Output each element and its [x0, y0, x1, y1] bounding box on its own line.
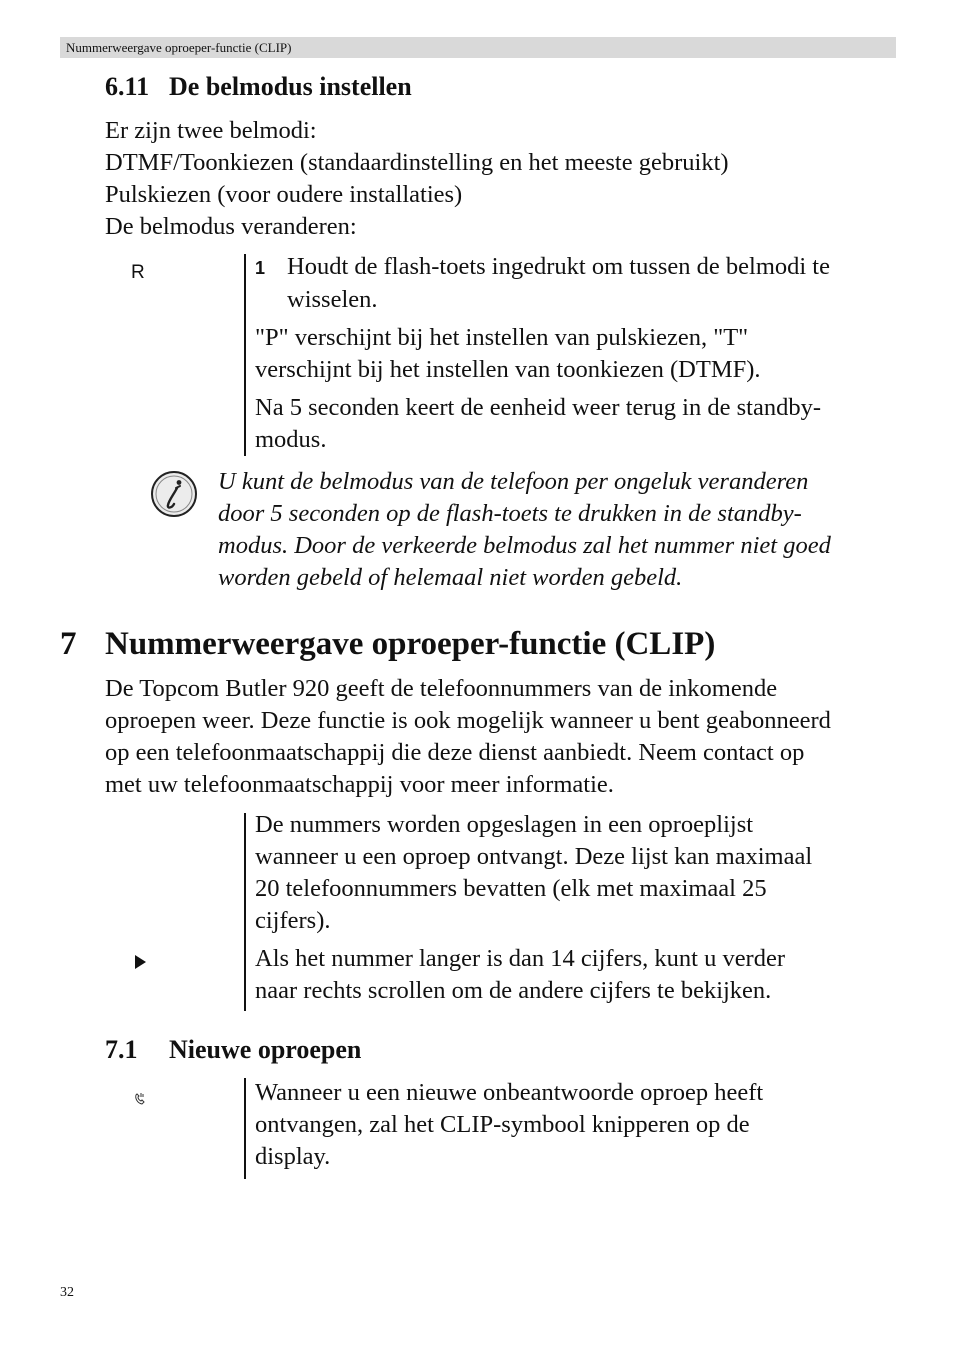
info-line: verschijnt bij het instellen van toonkiezen (DTMF). [255, 356, 761, 383]
note-line: modus. Door de verkeerde belmodus zal het nummer niet goed [218, 532, 831, 559]
detail-line: Wanneer u een nieuwe onbeantwoorde oproep heeft [255, 1079, 764, 1106]
note-line: U kunt de belmodus van de telefoon per ongeluk veranderen [218, 468, 809, 495]
intro-line: op een telefoonmaatschappij die deze dienst aanbiedt. Neem contact op [105, 739, 805, 766]
info-note-icon [150, 470, 198, 518]
clip-handset-icon [132, 1091, 148, 1107]
detail-line: cijfers). [255, 907, 331, 934]
intro-line: met uw telefoonmaatschappij voor meer informatie. [105, 771, 614, 798]
detail-line: De nummers worden opgeslagen in een oproeplijst [255, 811, 754, 838]
margin-rule [244, 1078, 246, 1179]
margin-rule [244, 813, 246, 1011]
section-71-title: Nieuwe oproepen [169, 1035, 362, 1064]
detail-line: Als het nummer langer is dan 14 cijfers, kunt u verder [255, 945, 786, 972]
intro-line: Pulskiezen (voor oudere installaties) [105, 181, 463, 208]
chapter-7-number: 7 [60, 626, 77, 662]
detail-line: ontvangen, zal het CLIP-symbool knipperen op de [255, 1111, 750, 1138]
section-611-steps [255, 251, 895, 456]
detail-line: display. [255, 1143, 331, 1170]
step-1 [255, 251, 895, 284]
section-71-heading [105, 1035, 361, 1065]
intro-line: De belmodus veranderen: [105, 213, 357, 240]
chapter-7-details [255, 809, 895, 1007]
detail-line: wanneer u een oproep ontvangt. Deze lijst kan maximaal [255, 843, 813, 870]
section-71-text [255, 1077, 895, 1173]
intro-line: Er zijn twee belmodi: [105, 117, 317, 144]
section-611-intro [105, 115, 895, 243]
step-text: wisselen. [287, 286, 378, 313]
note-line: door 5 seconden op de flash-toets te drukken in de standby- [218, 500, 802, 527]
note-text [218, 466, 908, 594]
r-key-label: R [131, 262, 145, 283]
intro-line: DTMF/Toonkiezen (standaardinstelling en het meeste gebruikt) [105, 149, 729, 176]
chapter-7-intro [105, 673, 895, 801]
detail-line: 20 telefoonnummers bevatten (elk met maximaal 25 [255, 875, 767, 902]
right-arrow-icon [133, 954, 147, 970]
chapter-7-title: Nummerweergave oproeper-functie (CLIP) [105, 626, 716, 662]
step-text: Houdt de flash-toets ingedrukt om tussen de belmodi te [287, 253, 830, 280]
intro-line: oproepen weer. Deze functie is ook mogelijk wanneer u bent geabonneerd [105, 707, 831, 734]
step-number: 1 [255, 258, 266, 278]
chapter-7-heading [60, 625, 715, 663]
margin-rule [244, 254, 246, 456]
page-number: 32 [60, 1285, 74, 1300]
detail-line: naar rechts scrollen om de andere cijfers te bekijken. [255, 977, 772, 1004]
intro-line: De Topcom Butler 920 geeft de telefoonnummers van de inkomende [105, 675, 778, 702]
info-line: Na 5 seconden keert de eenheid weer terug in de standby- [255, 394, 821, 421]
running-header-title: Nummerweergave oproeper-functie (CLIP) [66, 40, 292, 55]
section-71-number: 7.1 [105, 1035, 138, 1064]
note-line: worden gebeld of helemaal niet worden gebeld. [218, 564, 683, 591]
running-header [60, 37, 896, 58]
info-line: "P" verschijnt bij het instellen van pulskiezen, "T" [255, 324, 749, 351]
section-611-number: 6.11 [105, 72, 150, 101]
section-611-heading [105, 72, 412, 102]
info-line: modus. [255, 426, 327, 453]
section-611-title: De belmodus instellen [169, 72, 412, 101]
